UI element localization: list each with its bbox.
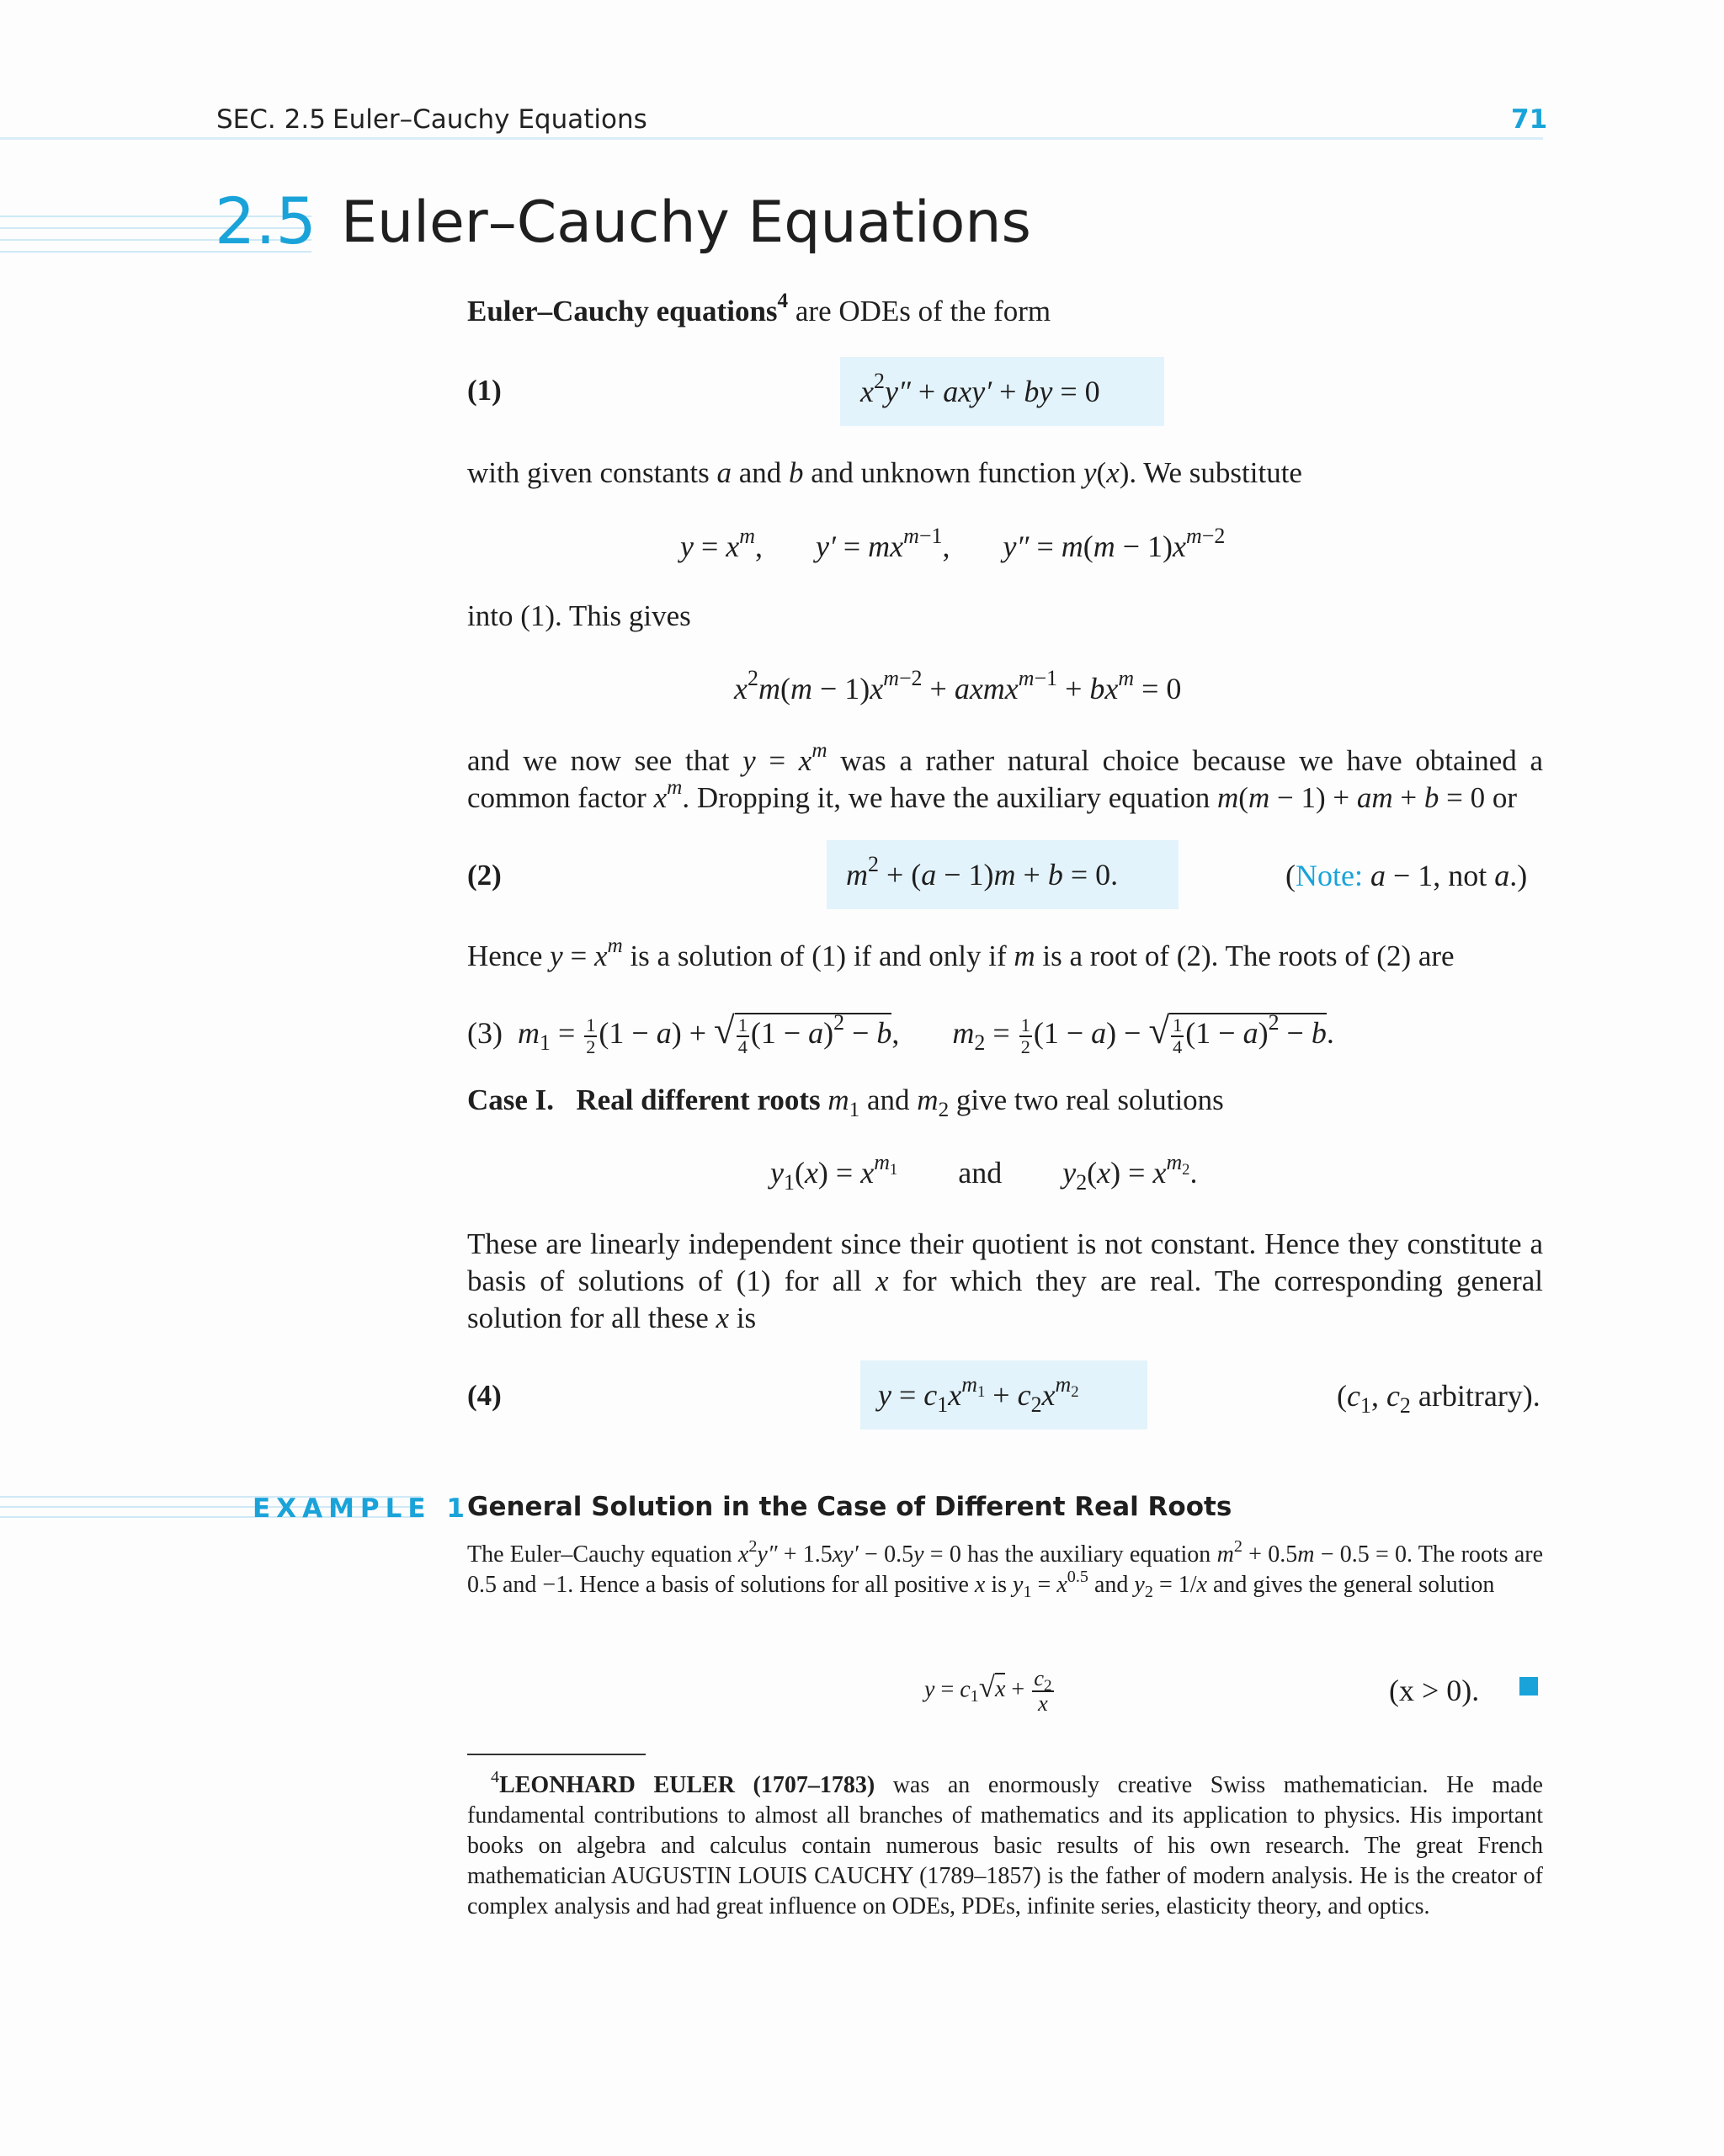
paragraph-substitute: with given constants a and b and unknown function y(x). We substitute: [467, 456, 1302, 489]
and-word: and: [958, 1156, 1003, 1190]
footnote-name: LEONHARD EULER (1707–1783): [499, 1772, 875, 1798]
footnote-ref: 4: [777, 290, 789, 313]
substitution-equations: $y = x^m$, $y' = mx^{m-1}$, $y'' = m(m - 1)x^{m-2}$: [680, 523, 1226, 563]
equation-4-label: (4): [467, 1379, 502, 1412]
equation-3-label: (3): [467, 1016, 503, 1050]
equation-2-label: (2): [467, 859, 502, 892]
running-header-title: Euler–Cauchy Equations: [333, 104, 647, 135]
header-rule: [0, 137, 1543, 140]
example-condition: (x > 0).: [1389, 1674, 1480, 1707]
equation-1-label: (1): [467, 374, 502, 407]
end-of-example-square: [1519, 1677, 1538, 1696]
equation-2: $m^2 + (a - 1)m + b = 0$.: [846, 851, 1119, 892]
case-1-title: Real different roots: [576, 1083, 821, 1116]
equation-4: $y = c_1x^{m_1} + c_2x^{m_2}$: [878, 1371, 1079, 1417]
case-1-label: Case I.: [467, 1083, 555, 1116]
equation-2-note: (Note: a − 1, not a.): [1285, 859, 1528, 892]
intro-term: Euler–Cauchy equations: [467, 295, 778, 327]
arbitrary-word: arbitrary).: [1418, 1379, 1540, 1413]
note-word: Note:: [1296, 859, 1363, 892]
case-1-solutions: $y_1(x) = x^{m_1}$ and $y_2(x) = x^{m_2}$.: [770, 1149, 1198, 1195]
intro-text: are ODEs of the form: [788, 295, 1051, 327]
footnote: [467, 1767, 1543, 1922]
case-1-heading: Case I. Real different roots $m_1$ and $m_2$ give two real solutions: [467, 1083, 1224, 1121]
paragraph-roots: Hence $y = x^m$ is a solution of (1) if and only if m is a root of (2). The roots of (2) are: [467, 934, 1455, 972]
footnote-mark: 4: [491, 1767, 500, 1786]
intro-paragraph: [467, 290, 1543, 330]
footnote-rule: [467, 1754, 646, 1755]
paragraph-into: into (1). This gives: [467, 599, 691, 632]
page-number: 71: [1511, 104, 1548, 135]
equation-4-note: ($c_1$, $c_2$ arbitrary).: [1337, 1379, 1540, 1418]
equation-1: $x^2y'' + axy'$ + by = 0: [860, 368, 1100, 408]
equation-3: (3) $m_1$ = $\frac{1}{2}$ (1 − a) + √ $\frac{1}{4}$ $(1 - a)^2 - b$, $m_2$ = $\frac{1}{2}$ (1 − a) − √ $\frac{1}{4}$ $(1 - a)^2 - b$.: [467, 1009, 1334, 1057]
paragraph-auxiliary: and we now see that $y = x^m$ was a rather natural choice because we have obtained a common factor $x^m$. Dropping it, we have the auxiliary equation m(m − 1) + am + b = 0 or: [467, 739, 1544, 814]
paragraph-basis: These are linearly independent since their quotient is not constant. Hence they constitute a basis of solutions of (1) for all x for which they are real. The corresponding general solution for all these x is: [467, 1227, 1543, 1334]
running-header-section: SEC. 2.5: [216, 104, 326, 135]
example-paragraph: The Euler–Cauchy equation $x^2y'' + 1.5xy' - 0.5y = 0$ has the auxiliary equation $m^2 + 0.5m - 0.5 = 0$. The roots are 0.5 and −1. Hence a basis of solutions for all positive x is $y_1 = x^{0.5}$ and $y_2 = 1/x$ and gives the general solution: [467, 1536, 1544, 1602]
section-number: 2.5: [215, 184, 317, 258]
example-title: General Solution in the Case of Different Real Roots: [467, 1492, 1232, 1522]
example-label: EXAMPLE 1: [253, 1493, 471, 1524]
substituted-equation: $x^2m(m - 1)x^{m-2}$ + axmx$^{m-1}$ + $bx^m = 0$: [734, 665, 1182, 705]
footnote-text: was an enormously creative Swiss mathematician. He made fundamental contributions to almost all branches of mathematics and its application to physics. His important books on algebra and calculus contain numerous basic results of his own research. The great French mathematician AUGUSTIN LOUIS CAUCHY (1789–1857) is the father of modern analysis. He is the creator of complex analysis and had great influence on ODEs, PDEs, infinite series, elasticity theory, and optics.: [467, 1772, 1543, 1919]
example-solution: $y = c_1√x$ + $\frac{c_2}{x}$: [924, 1665, 1052, 1716]
section-title: Euler–Cauchy Equations: [341, 189, 1031, 256]
